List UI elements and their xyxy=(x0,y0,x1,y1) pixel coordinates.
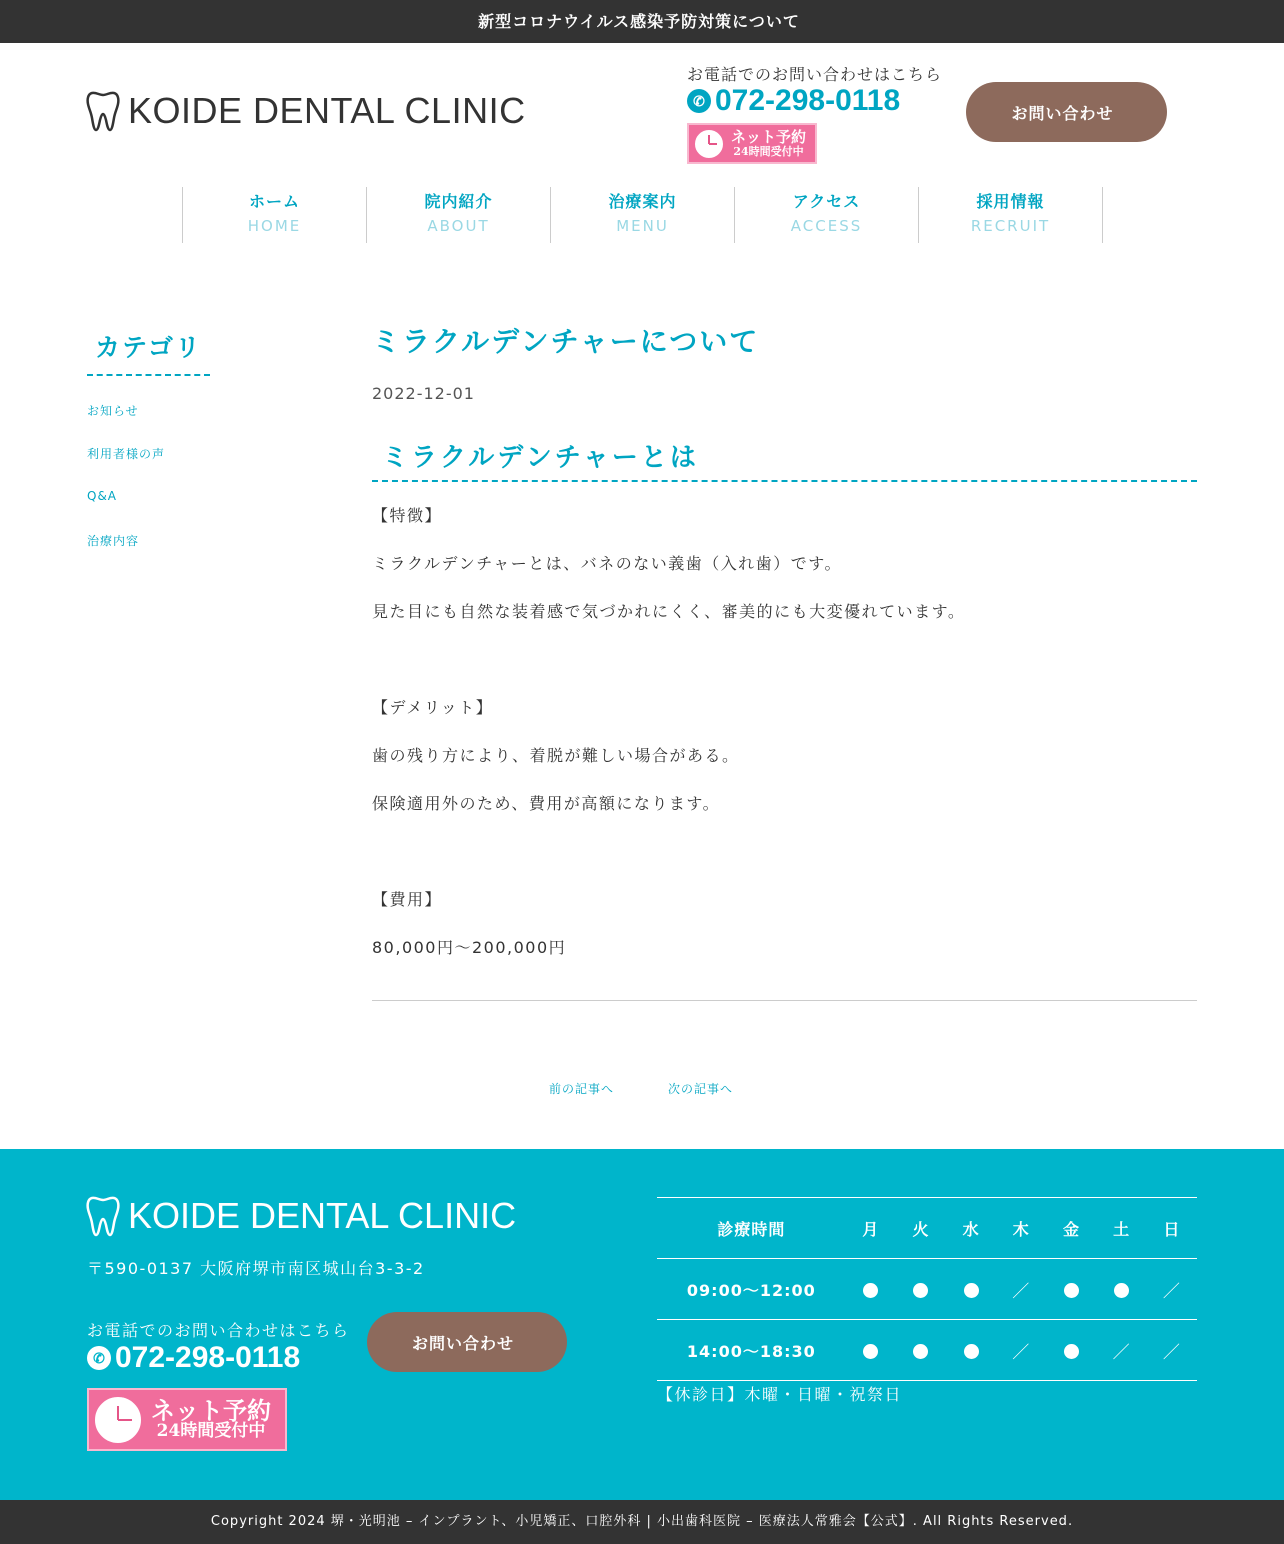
post-paragraph: 【費用】 xyxy=(372,890,443,909)
contact-button-label: お問い合わせ xyxy=(1011,103,1114,123)
hours-header-row xyxy=(657,1198,1197,1259)
day-header: 日 xyxy=(1147,1198,1197,1259)
nav-item-recruit[interactable] xyxy=(919,187,1103,243)
open-dot-icon xyxy=(964,1344,979,1359)
open-dot-icon xyxy=(913,1283,928,1298)
net-reserve-line2: 24時間受付中 xyxy=(733,144,804,158)
hours-mark xyxy=(996,1320,1046,1381)
footer-contact-button[interactable] xyxy=(367,1312,567,1372)
post-date: 2022-12-01 xyxy=(372,384,475,403)
global-nav xyxy=(182,187,1103,243)
hours-time: 14:00～18:30 xyxy=(657,1320,846,1381)
prev-post-link[interactable]: 前の記事へ xyxy=(549,1082,615,1096)
hours-mark xyxy=(1046,1259,1096,1320)
footer-contact-button-label: お問い合わせ xyxy=(411,1333,514,1353)
notice-text[interactable]: 新型コロナウイルス感染予防対策について xyxy=(478,12,800,31)
hours-mark xyxy=(996,1259,1046,1320)
post-paragraph: 見た目にも自然な装着感で気づかれにくく、審美的にも大変優れています。 xyxy=(372,602,966,621)
net-reservation-banner[interactable] xyxy=(687,123,817,164)
nav-label-en: HOME xyxy=(247,217,302,235)
nav-item-about[interactable] xyxy=(367,187,551,243)
clock-icon xyxy=(693,128,725,160)
clinic-hours-table xyxy=(657,1197,1197,1381)
net-reserve-line1: ネット予約 xyxy=(151,1395,271,1425)
hours-row xyxy=(657,1259,1197,1320)
footer xyxy=(0,1149,1284,1500)
nav-item-home[interactable] xyxy=(183,187,367,243)
open-dot-icon xyxy=(1064,1344,1079,1359)
nav-item-access[interactable] xyxy=(735,187,919,243)
copyright: Copyright 2024 堺・光明池 – インプラント、小児矯正、口腔外科 | 小出歯科医院 – 医療法人常雅会【公式】. All Rights Reserved. xyxy=(0,1500,1284,1544)
footer-net-reservation-banner[interactable] xyxy=(87,1388,287,1451)
hours-mark xyxy=(1046,1320,1096,1381)
day-header: 火 xyxy=(896,1198,946,1259)
nav-label-jp: ホーム xyxy=(248,192,300,211)
notice-bar[interactable] xyxy=(0,0,1284,43)
hours-mark xyxy=(1097,1259,1147,1320)
day-header: 金 xyxy=(1046,1198,1096,1259)
closed-mark: ／ xyxy=(1112,1342,1131,1363)
hours-mark xyxy=(946,1320,996,1381)
hours-header-label: 診療時間 xyxy=(657,1198,846,1259)
tel-link[interactable] xyxy=(687,84,900,118)
footer-logo[interactable] xyxy=(86,1195,516,1237)
hours-mark xyxy=(1147,1259,1197,1320)
tooth-icon xyxy=(86,90,120,132)
post-heading: ミラクルデンチャーとは xyxy=(372,437,1197,482)
nav-label-en: RECRUIT xyxy=(970,217,1051,235)
footer-tel-link[interactable] xyxy=(87,1341,300,1375)
footer-address: 〒590-0137 大阪府堺市南区城山台3-3-2 xyxy=(87,1259,425,1278)
nav-label-jp: アクセス xyxy=(792,192,861,211)
day-header: 水 xyxy=(946,1198,996,1259)
sidebar-item-treatment[interactable]: 治療内容 xyxy=(87,534,140,548)
sidebar-item-voices[interactable]: 利用者様の声 xyxy=(87,447,166,461)
nav-label-jp: 院内紹介 xyxy=(424,192,493,211)
post-paragraph: 【特徴】 xyxy=(372,506,443,525)
hours-mark xyxy=(1097,1320,1147,1381)
sidebar-item-news[interactable]: お知らせ xyxy=(87,404,139,418)
nav-label-jp: 採用情報 xyxy=(976,192,1045,211)
clock-icon xyxy=(93,1395,143,1445)
holiday-note: 【休診日】木曜・日曜・祝祭日 xyxy=(657,1385,903,1404)
closed-mark: ／ xyxy=(1012,1342,1031,1363)
sidebar-title: カテゴリ xyxy=(87,328,210,376)
nav-label-en: MENU xyxy=(616,217,669,235)
phone-icon: ✆ xyxy=(87,1346,111,1370)
nav-item-menu[interactable] xyxy=(551,187,735,243)
divider xyxy=(372,1000,1197,1001)
hours-mark xyxy=(846,1259,896,1320)
next-post-link[interactable]: 次の記事へ xyxy=(668,1082,734,1096)
open-dot-icon xyxy=(1114,1283,1129,1298)
closed-mark: ／ xyxy=(1162,1281,1181,1302)
footer-tel-number: 072-298-0118 xyxy=(115,1341,301,1374)
nav-label-en: ACCESS xyxy=(790,217,863,235)
post-paragraph: ミラクルデンチャーとは、バネのない義歯（入れ歯）です。 xyxy=(372,554,842,573)
day-header: 土 xyxy=(1097,1198,1147,1259)
hours-time: 09:00～12:00 xyxy=(657,1259,846,1320)
tel-label: お電話でのお問い合わせはこちら xyxy=(687,65,943,84)
tooth-icon xyxy=(86,1195,120,1237)
footer-logo-text: KOIDE DENTAL CLINIC xyxy=(128,1195,517,1236)
net-reserve-line1: ネット予約 xyxy=(731,127,807,146)
open-dot-icon xyxy=(964,1283,979,1298)
post-paragraph: 80,000円～200,000円 xyxy=(372,938,567,957)
day-header: 月 xyxy=(846,1198,896,1259)
logo-text: KOIDE DENTAL CLINIC xyxy=(128,90,526,131)
open-dot-icon xyxy=(913,1344,928,1359)
open-dot-icon xyxy=(1064,1283,1079,1298)
post-paragraph: 【デメリット】 xyxy=(372,698,494,717)
day-header: 木 xyxy=(996,1198,1046,1259)
hours-mark xyxy=(896,1259,946,1320)
hours-mark xyxy=(1147,1320,1197,1381)
hours-row xyxy=(657,1320,1197,1381)
closed-mark: ／ xyxy=(1162,1342,1181,1363)
hours-mark xyxy=(946,1259,996,1320)
nav-label-en: ABOUT xyxy=(427,217,490,235)
post-title: ミラクルデンチャーについて xyxy=(372,325,760,358)
post-paragraph: 保険適用外のため、費用が高額になります。 xyxy=(372,794,721,813)
hours-mark xyxy=(896,1320,946,1381)
closed-mark: ／ xyxy=(1012,1281,1031,1302)
open-dot-icon xyxy=(863,1283,878,1298)
nav-label-jp: 治療案内 xyxy=(608,192,677,211)
site-logo[interactable] xyxy=(86,90,526,132)
contact-button[interactable] xyxy=(966,82,1167,142)
open-dot-icon xyxy=(863,1344,878,1359)
phone-icon: ✆ xyxy=(687,89,711,113)
net-reserve-line2: 24時間受付中 xyxy=(156,1421,266,1442)
sidebar-item-qa[interactable]: Q&A xyxy=(87,489,118,503)
footer-tel-label: お電話でのお問い合わせはこちら xyxy=(87,1321,350,1340)
hours-mark xyxy=(846,1320,896,1381)
tel-number: 072-298-0118 xyxy=(715,84,901,117)
post-paragraph: 歯の残り方により、着脱が難しい場合がある。 xyxy=(372,746,740,765)
